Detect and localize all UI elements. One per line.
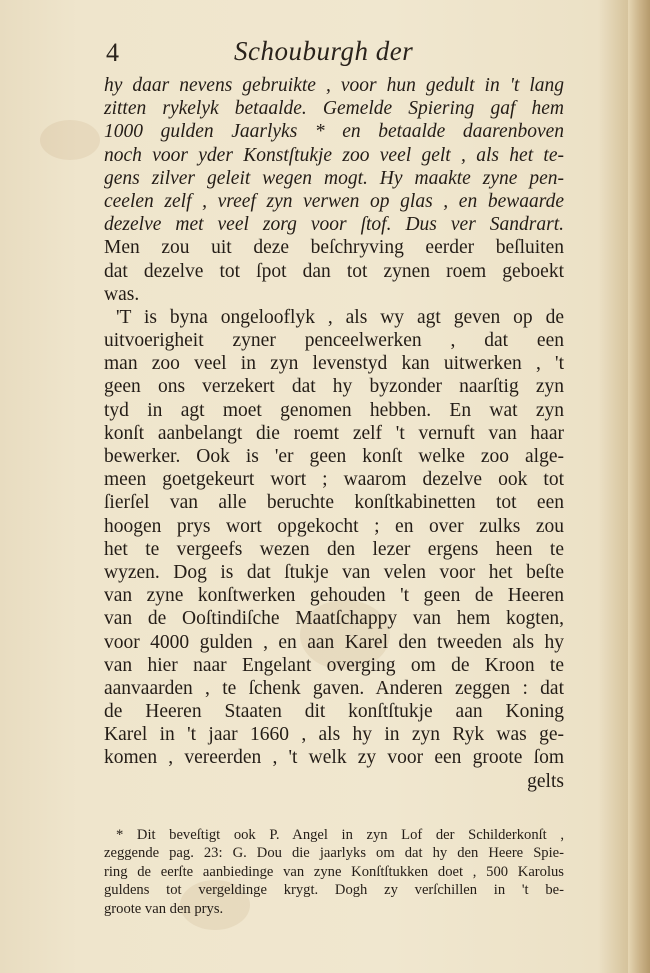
text-line: gelts	[527, 770, 564, 792]
footnote-line: guldens tot vergeldinge krygt. Dogh zy verſchillen in 't be-	[104, 882, 564, 899]
text-line: 'T is byna ongelooflyk , als wy agt geven op de	[116, 306, 564, 328]
text-line: voor 4000 gulden , en aan Karel den tweeden als hy	[104, 631, 564, 653]
text-line: van de Ooſtindiſche Maatſchappy van hem kogten,	[104, 608, 564, 630]
text-line: 1000 gulden Jaarlyks * en betaalde daarenboven	[104, 121, 564, 143]
text-line: dezelve met veel zorg voor ſtof. Dus ver Sandrart.	[104, 214, 564, 236]
text-line: van hier naar Engelant overging om de Kroon te	[104, 654, 564, 676]
text-line: meen goetgekeurt wort ; waarom dezelve ook tot	[104, 469, 564, 491]
text-line: uitvoerigheit zyner penceelwerken , dat een	[104, 330, 564, 352]
page-edge	[628, 0, 650, 973]
text-line: ceelen zelf , vreef zyn verwen op glas , en bewaarde	[104, 190, 564, 212]
text-line: Karel in 't jaar 1660 , als hy in zyn Ryk was ge-	[104, 724, 564, 746]
text-line: hy daar nevens gebruikte , voor hun gedult in 't lang	[104, 75, 564, 96]
text-line: van zyne konſtwerken gehouden 't geen de Heeren	[104, 585, 564, 607]
text-line: zitten rykelyk betaalde. Gemelde Spiering gaf hem	[104, 98, 564, 120]
text-line: wyzen. Dog is dat ſtukje van velen voor het beſte	[104, 561, 564, 583]
text-line: hoogen prys wort opgekocht ; en over zulks zou	[104, 515, 564, 537]
footnote-line: ring de eerſte aanbiedinge van zyne Konſtſtukken doet , 500 Karolus	[104, 863, 564, 880]
footnote-line: * Dit beveſtigt ook P. Angel in zyn Lof der Schilderkonſt ,	[116, 827, 564, 843]
text-line: geen ons verzekert dat hy byzonder naarſtig zyn	[104, 376, 564, 398]
text-line: het te vergeefs wezen den lezer ergens heen te	[104, 538, 564, 560]
footnote-line: zeggende pag. 23: G. Dou die jaarlyks om dat hy den Heere Spie-	[104, 845, 564, 862]
main-text	[104, 74, 564, 793]
text-line: noch voor yder Konstſtukje zoo veel gelt , als het te-	[104, 144, 564, 166]
text-line: komen , vereerden , 't welk zy voor een groote ſom	[104, 747, 564, 769]
footnote-line: grootе van den prys.	[104, 900, 224, 917]
page-header	[106, 34, 566, 70]
text-line: Men zou uit deze beſchryving eerder beſluiten	[104, 237, 564, 259]
page-number: 4	[106, 38, 119, 67]
text-line: gens zilver geleit wegen mogt. Hy maakte zyne pen-	[104, 167, 564, 189]
text-line: dat dezelve tot ſpot dan tot zynen roem geboekt	[104, 260, 564, 282]
text-line: man zoo veel in zyn levenstyd kan uitwerken , 't	[104, 353, 564, 375]
footnote	[104, 826, 564, 918]
text-line: de Heeren Staaten dit konſtſtukje aan Koning	[104, 701, 564, 723]
text-line: tyd in agt moet genomen hebben. En wat zyn	[104, 399, 564, 421]
running-head: Schouburgh der	[234, 36, 414, 66]
text-line: aanvaarden , te ſchenk gaven. Anderen zeggen : dat	[104, 677, 564, 699]
text-line: was.	[104, 283, 140, 305]
text-line: konſt aanbelangt die roemt zelf 't vernuft van haar	[104, 422, 564, 444]
text-line: bewerker. Ook is 'er geen konſt welke zoo alge-	[104, 446, 564, 467]
text-line: ſierſel van alle beruchte konſtkabinetten tot een	[104, 492, 564, 514]
paper-stain	[40, 120, 100, 160]
